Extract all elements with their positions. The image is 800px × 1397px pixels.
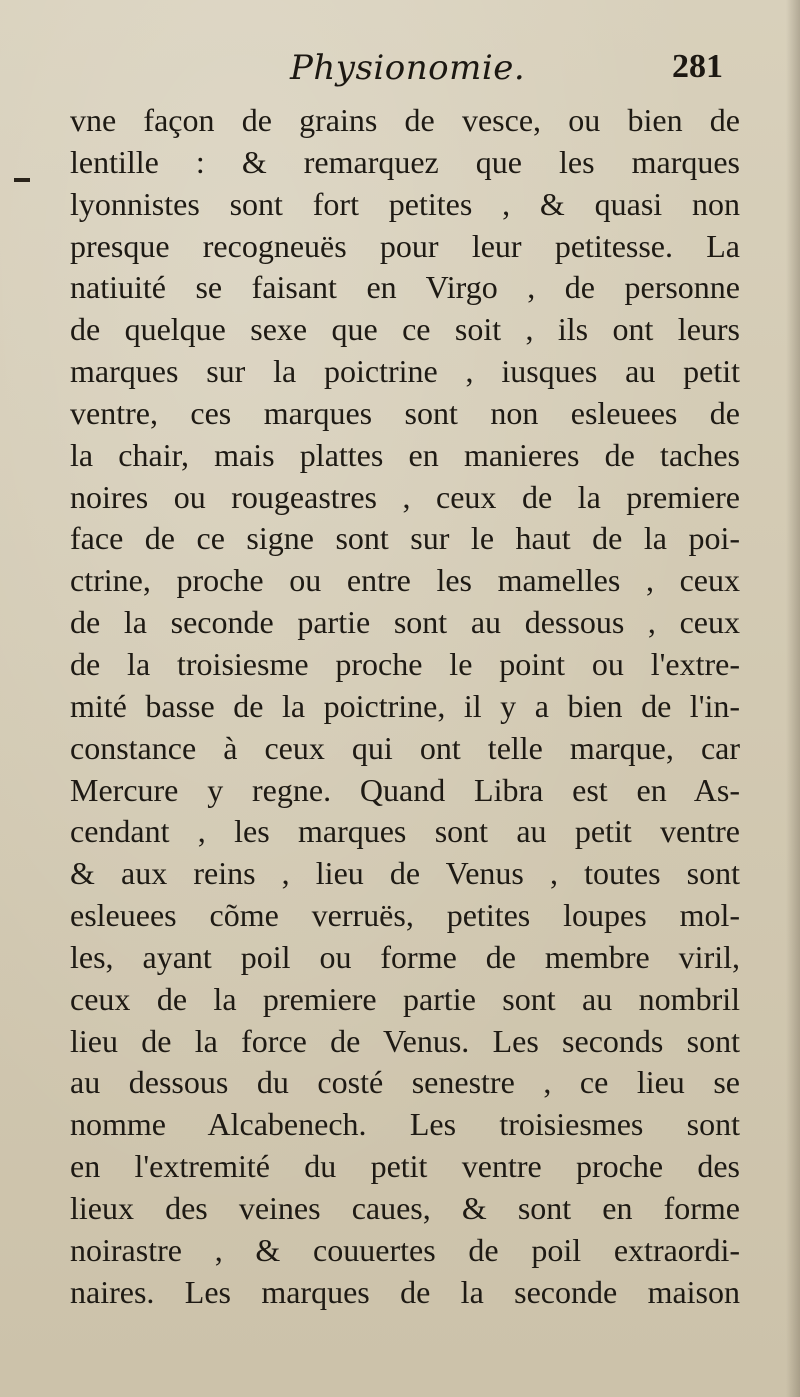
margin-dash-mark	[14, 178, 30, 182]
text-line: presque recogneuës pour leur petitesse. La	[70, 227, 740, 264]
text-line: natiuité se faisant en Virgo , de personne	[70, 269, 740, 306]
page-number: 281	[672, 48, 723, 85]
text-line: lyonnistes sont fort petites , & quasi non	[70, 185, 740, 222]
text-line: constance à ceux qui ont telle marque, car	[70, 729, 740, 766]
text-line: au dessous du costé senestre , ce lieu se	[70, 1064, 740, 1101]
text-line: noires ou rougeastres , ceux de la premiere	[70, 478, 740, 515]
text-line: de la troisiesme proche le point ou l'extre-	[70, 645, 740, 682]
text-line: lieu de la force de Venus. Les seconds sont	[70, 1022, 740, 1059]
text-line: ctrine, proche ou entre les mamelles , ceux	[70, 562, 740, 599]
text-line: Mercure y regne. Quand Libra est en As-	[70, 771, 740, 808]
body-text	[70, 100, 740, 1313]
text-line: lentille : & remarquez que les marques	[70, 143, 740, 180]
text-line: la chair, mais plattes en manieres de taches	[70, 436, 740, 473]
text-line: noirastre , & couuertes de poil extraordi-	[70, 1231, 740, 1268]
running-head	[0, 44, 800, 104]
text-line: ventre, ces marques sont non esleuees de	[70, 394, 740, 431]
text-line: en l'extremité du petit ventre proche des	[70, 1148, 740, 1185]
text-line: les, ayant poil ou forme de membre viril,	[70, 938, 740, 975]
text-line: ceux de la premiere partie sont au nombril	[70, 980, 740, 1017]
text-line: mité basse de la poictrine, il y a bien de l'in-	[70, 687, 740, 724]
text-line: de quelque sexe que ce soit , ils ont leurs	[70, 311, 740, 348]
text-line: vne façon de grains de vesce, ou bien de	[70, 102, 740, 138]
text-line: nomme Alcabenech. Les troisiesmes sont	[70, 1106, 740, 1143]
text-line: face de ce signe sont sur le haut de la poi-	[70, 520, 740, 557]
text-line: naires. Les marques de la seconde maison	[70, 1273, 740, 1310]
text-line: cendant , les marques sont au petit ventre	[70, 813, 740, 850]
text-line: lieux des veines caues, & sont en forme	[70, 1189, 740, 1226]
text-line: esleuees cõme verruës, petites loupes mol-	[70, 897, 740, 934]
text-line: de la seconde partie sont au dessous , ceux	[70, 604, 740, 641]
running-title: Physionomie.	[290, 48, 526, 88]
text-line: & aux reins , lieu de Venus , toutes sont	[70, 855, 740, 892]
text-line: marques sur la poictrine , iusques au petit	[70, 353, 740, 390]
